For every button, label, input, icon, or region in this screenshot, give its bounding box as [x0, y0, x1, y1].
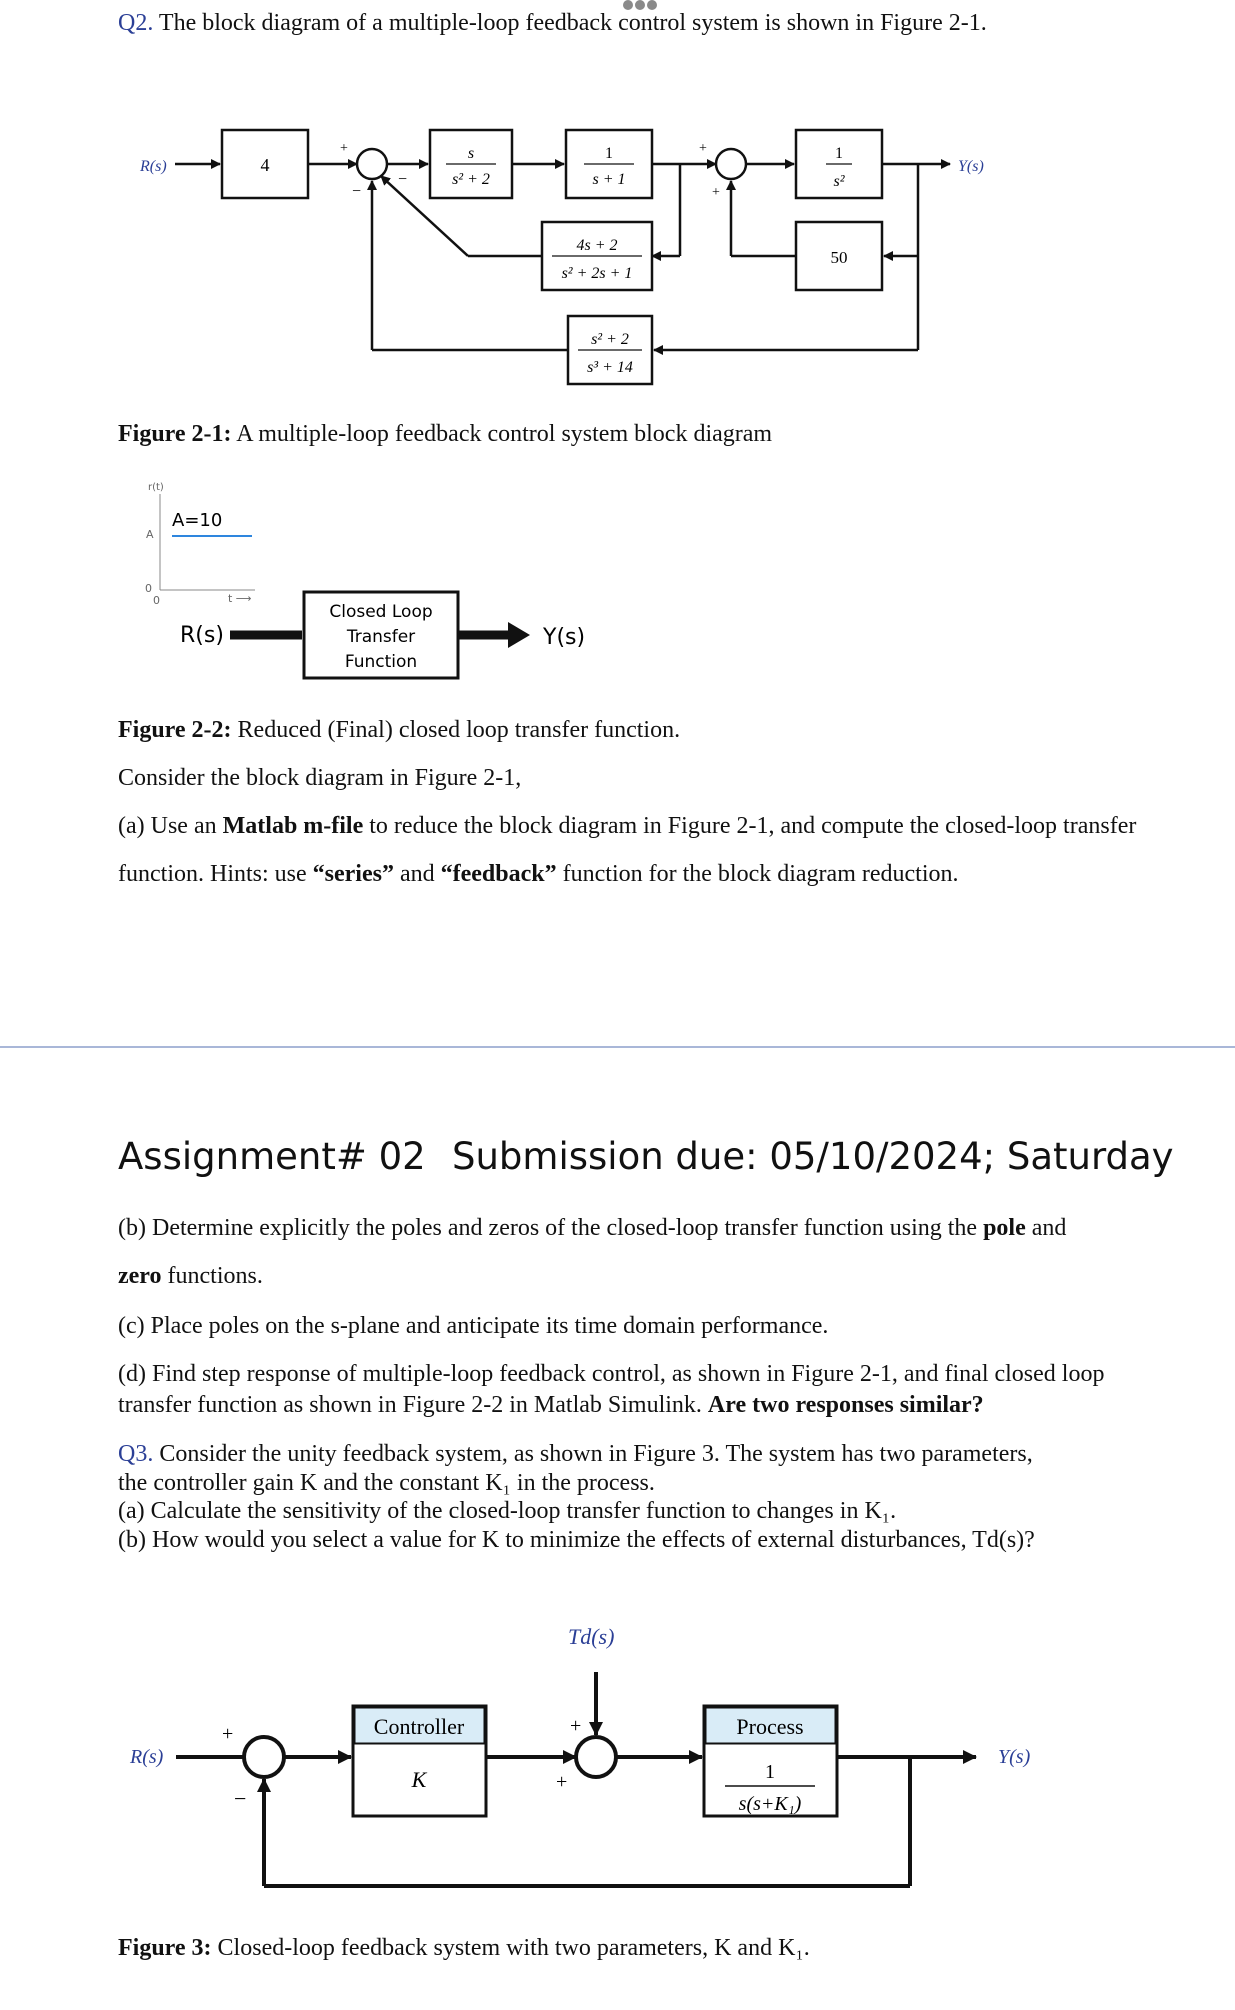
gain-block-value: 4	[260, 155, 270, 175]
fig3-sum2-plus-top: +	[570, 1715, 582, 1737]
fig3-sum1-plus: +	[222, 1723, 234, 1745]
fig21-input-label: R(s)	[140, 158, 167, 175]
disturbance-label: Td(s)	[568, 1624, 615, 1649]
figure-2-2-caption: Figure 2-2: Reduced (Final) closed loop transfer function.	[118, 717, 681, 743]
fig3-input-label: R(s)	[130, 1746, 164, 1768]
sum1-plus-sign: +	[340, 141, 348, 156]
q3-line2: the controller gain K and the constant K₁ in the process.	[118, 1470, 655, 1496]
sum1-minus-sign: −	[352, 183, 362, 200]
q2-label: Q2.	[118, 10, 154, 36]
submission-due: Submission due: 05/10/2024; Saturday	[452, 1135, 1174, 1178]
q2-part-b-line1: (b) Determine explicitly the poles and zeros of the closed-loop transfer function using the pole and	[118, 1215, 1067, 1241]
q2-part-d-line1: (d) Find step response of multiple-loop feedback control, as shown in Figure 2-1, and final closed loop	[118, 1361, 1105, 1387]
cl-block-line-3: Function	[344, 652, 418, 672]
g2-den: s² + 2	[452, 171, 490, 188]
sum2-plus-sign: +	[699, 141, 707, 156]
q3-label: Q3.	[118, 1441, 154, 1467]
cl-block-line-2: Transfer	[346, 627, 416, 647]
h1-num: 4s + 2	[576, 237, 618, 254]
q2-part-b-line2: zero functions.	[118, 1263, 263, 1289]
q2-part-a-line1: (a) Use an Matlab m-file to reduce the block diagram in Figure 2-1, and compute the closed-loop transfer	[118, 813, 1137, 839]
figure-2-1-diagram	[0, 0, 1235, 420]
sum2-plus-sign-2: +	[712, 185, 720, 200]
controller-gain: K	[411, 1767, 427, 1792]
q2-part-c: (c) Place poles on the s-plane and anticipate its time domain performance.	[118, 1313, 829, 1339]
step-t-label: t ⟶	[228, 592, 252, 605]
h2-value: 50	[830, 248, 848, 267]
q2-consider-text: Consider the block diagram in Figure 2-1,	[118, 765, 522, 791]
q2-part-d-line2: transfer function as shown in Figure 2-2 in Matlab Simulink. Are two responses similar?	[118, 1392, 984, 1418]
q3-line4: (b) How would you select a value for K to minimize the effects of external disturbances, Td(s)?	[118, 1527, 1035, 1553]
fig21-output-label: Y(s)	[958, 158, 984, 175]
fig22-output-label: Y(s)	[543, 625, 586, 650]
process-label: Process	[736, 1714, 804, 1739]
step-zero-x: 0	[153, 594, 160, 607]
h3-den: s³ + 14	[587, 359, 633, 376]
g1-den: s + 1	[592, 171, 626, 188]
cl-block-line-1: Closed Loop	[329, 602, 433, 622]
sum1-minus-sign-2: −	[398, 171, 408, 188]
figure-2-1-caption: Figure 2-1: A multiple-loop feedback control system block diagram	[118, 421, 773, 447]
fig3-sum2-plus-bottom: +	[556, 1771, 568, 1793]
h1-den: s² + 2s + 1	[561, 265, 633, 282]
fig3-sum1-minus: −	[234, 1786, 247, 1811]
h3-num: s² + 2	[591, 331, 629, 348]
fig3-output-label: Y(s)	[998, 1746, 1031, 1768]
figure-2-2-diagram	[0, 470, 700, 700]
q2-intro: Q2. The block diagram of a multiple-loop feedback control system is shown in Figure 2-1.	[118, 10, 987, 36]
assignment-title: Assignment# 02	[118, 1135, 426, 1178]
step-zero-y: 0	[145, 582, 152, 595]
g3-num: 1	[835, 145, 843, 162]
g2-num: s	[467, 145, 475, 162]
page-divider	[0, 1046, 1235, 1048]
step-amp-label: A=10	[172, 510, 223, 531]
q3-line1: Q3. Consider the unity feedback system, as shown in Figure 3. The system has two parameters,	[118, 1441, 1033, 1467]
figure-3-diagram	[0, 1600, 1235, 1900]
figure-3-caption: Figure 3: Closed-loop feedback system with two parameters, K and K₁.	[118, 1935, 810, 1961]
process-num: 1	[765, 1761, 775, 1783]
step-axis-label: r(t)	[148, 482, 164, 493]
g3-den: s²	[833, 173, 845, 190]
step-amp-tick: A	[146, 528, 154, 541]
g1-num: 1	[605, 145, 613, 162]
controller-label: Controller	[373, 1714, 465, 1739]
fig22-input-label: R(s)	[180, 623, 224, 648]
q3-line3: (a) Calculate the sensitivity of the closed-loop transfer function to changes in K₁.	[118, 1498, 897, 1524]
process-den: s(s+K₁)	[738, 1793, 802, 1815]
q2-part-a-line2: function. Hints: use “series” and “feedback” function for the block diagram reduction.	[118, 861, 959, 887]
